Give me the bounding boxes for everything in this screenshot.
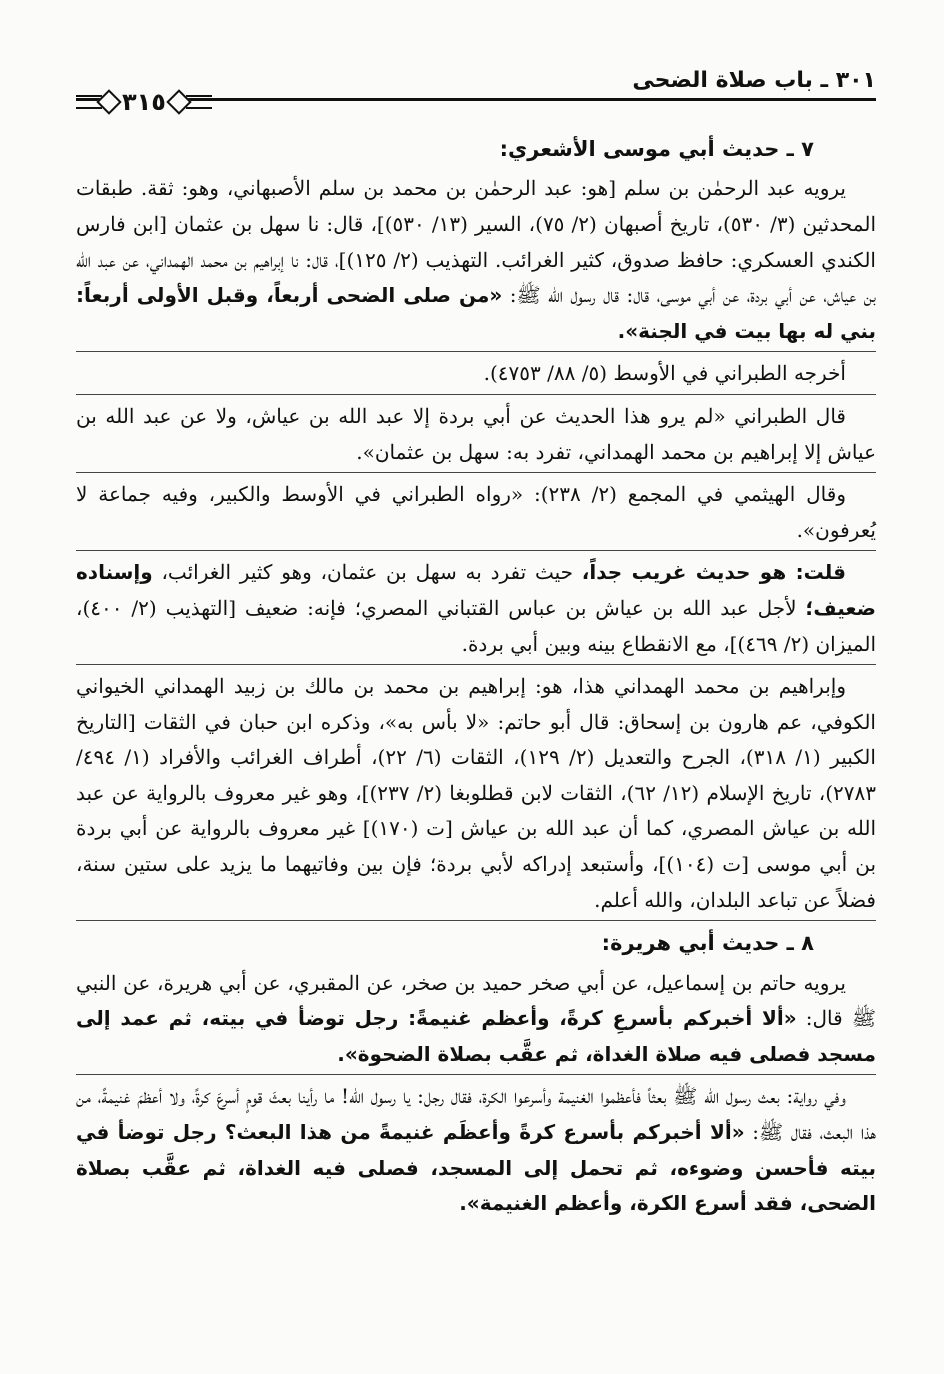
paragraph-5-text-1: حيث تفرد به سهل بن عثمان، وهو كثير الغرائب، — [152, 560, 582, 585]
verdict-2: وإسناده ضعيف؛ — [76, 560, 876, 620]
verdict-1: قلت: هو حديث غريب جداً، — [581, 560, 847, 585]
hadith-text-2: «ألا أخبركم بأسرعِ كرةً، وأعظم غنيمةً: رجل توضأ في بيته، ثم عمد إلى مسجد فصلى فيه صلاة الغداة، ثم عقَّب بصلاة الضحوة». — [76, 1006, 876, 1066]
running-head: ٣٠١ ـ باب صلاة الضحى — [632, 68, 876, 94]
paragraph-6: وإبراهيم بن محمد الهمداني هذا، هو: إبراهيم بن محمد بن مالك بن زبيد الهمداني الخيواني الكوفي، عم هارون بن إسحاق: قال أبو حاتم: «لا بأس به»، وذكره ابن حبان في الثقات [التاريخ الكبير (١/ ٣١٨)، الجرح والتعديل (٢/ ١٢٩)، الثقات (٦/ ٢٢)، أطراف الغرائب والأفراد (١/ ٤٩٤/ ٢٧٨٣)، تاريخ الإسلام (١٢/ ٦٢)، الثقات لابن قطلوبغا (٢/ ٢٣٧)]، وهو غير معروف بالرواية عن عبد الله بن عياش المصري، كما أن عبد الله بن عياش [ت (١٧٠)] غير معروف بالرواية عن أبي بردة بن أبي موسى [ت (١٠٤)]، وأستبعد إدراكه لأبي بردة؛ فإن بين وفاتيهما ما يزيد على ستين سنة، فضلاً عن تباعد البلدان، والله أعلم. — [76, 669, 876, 921]
hadith-text-3: «ألا أخبركم بأسرع كرةً وأعظَم غنيمةً من هذا البعث؟ رجل توضأ في بيته فأحسن وضوءه، ثم تحمل إلى المسجد، فصلى فيه الغداة، ثم عقَّب بصلاة الضحى، فقد أسرع الكرة، وأعظم الغنيمة». — [76, 1120, 876, 1216]
page-header — [76, 48, 876, 116]
paragraph-4: وقال الهيثمي في المجمع (٢/ ٢٣٨): «رواه الطبراني في الأوسط والكبير، وفيه جماعة لا يُعرفون». — [76, 477, 876, 551]
paragraph-1 — [76, 171, 876, 352]
paragraph-3: قال الطبراني «لم يرو هذا الحديث عن أبي بردة إلا عبد الله بن عياش، ولا عن عبد الله بن عياش إلا إبراهيم بن محمد الهمداني، تفرد به: سهل بن عثمان». — [76, 399, 876, 473]
section-heading-abu-hurayra: ٨ ـ حديث أبي هريرة: — [601, 931, 814, 956]
page-number-ornament — [76, 86, 212, 118]
paragraph-2: أخرجه الطبراني في الأوسط (٥/ ٨٨/ ٤٧٥٣). — [76, 356, 876, 395]
page-number: ٣١٥ — [106, 86, 182, 118]
paragraph-5-text-2: لأجل عبد الله بن عياش بن عباس القتباني المصري؛ فإنه: ضعيف [التهذيب (٢/ ٤٠٠)، الميزان (٢/ ٤٦٩)]، مع الانقطاع بينه وبين أبي بردة. — [76, 595, 876, 656]
paragraph-1-text: يرويه عبد الرحمٰن بن سلم [هو: عبد الرحمٰن بن محمد بن سلم الأصبهاني، وهو: ثقة. طبقات المحدثين (٣/ ٥٣٠)، تاريخ أصبهان (٢/ ٧٥)، السير (١٣/ ٥٣٠)]، قال: نا سهل بن عثمان [ابن فارس الكندي العسكري: حافظ صدوق، كثير الغرائب. التهذيب (٢/ ١٢٥)]، قال: نا إبراهيم بن محمد الهمداني، عن عبد الله بن عياش، عن أبي بردة، عن أبي موسى، قال: قال رسول الله ﷺ: — [76, 176, 876, 308]
paragraph-7-text: يرويه حاتم بن إسماعيل، عن أبي صخر حميد بن صخر، عن المقبري، عن أبي هريرة، عن النبي ﷺ قال: — [76, 970, 876, 1031]
paragraph-7 — [76, 966, 876, 1076]
page-body — [76, 131, 876, 1222]
hadith-text-1: «من صلى الضحى أربعاً، وقبل الأولى أربعاً: بني له بها بيت في الجنة». — [76, 283, 876, 343]
paragraph-8-text: وفي رواية: بعث رسول الله ﷺ بعثاً فأعظموا الغنيمة وأسرعوا الكرة، فقال رجل: يا رسول الله! ما رأينا بعثَ قومٍ أسرعَ كرةً، ولا أعظمَ غنيمةً، من هذا البعث، فقال ﷺ: — [76, 1084, 876, 1144]
paragraph-5 — [76, 555, 876, 665]
section-heading-abu-musa: ٧ ـ حديث أبي موسى الأشعري: — [499, 137, 814, 161]
paragraph-8 — [76, 1079, 876, 1221]
